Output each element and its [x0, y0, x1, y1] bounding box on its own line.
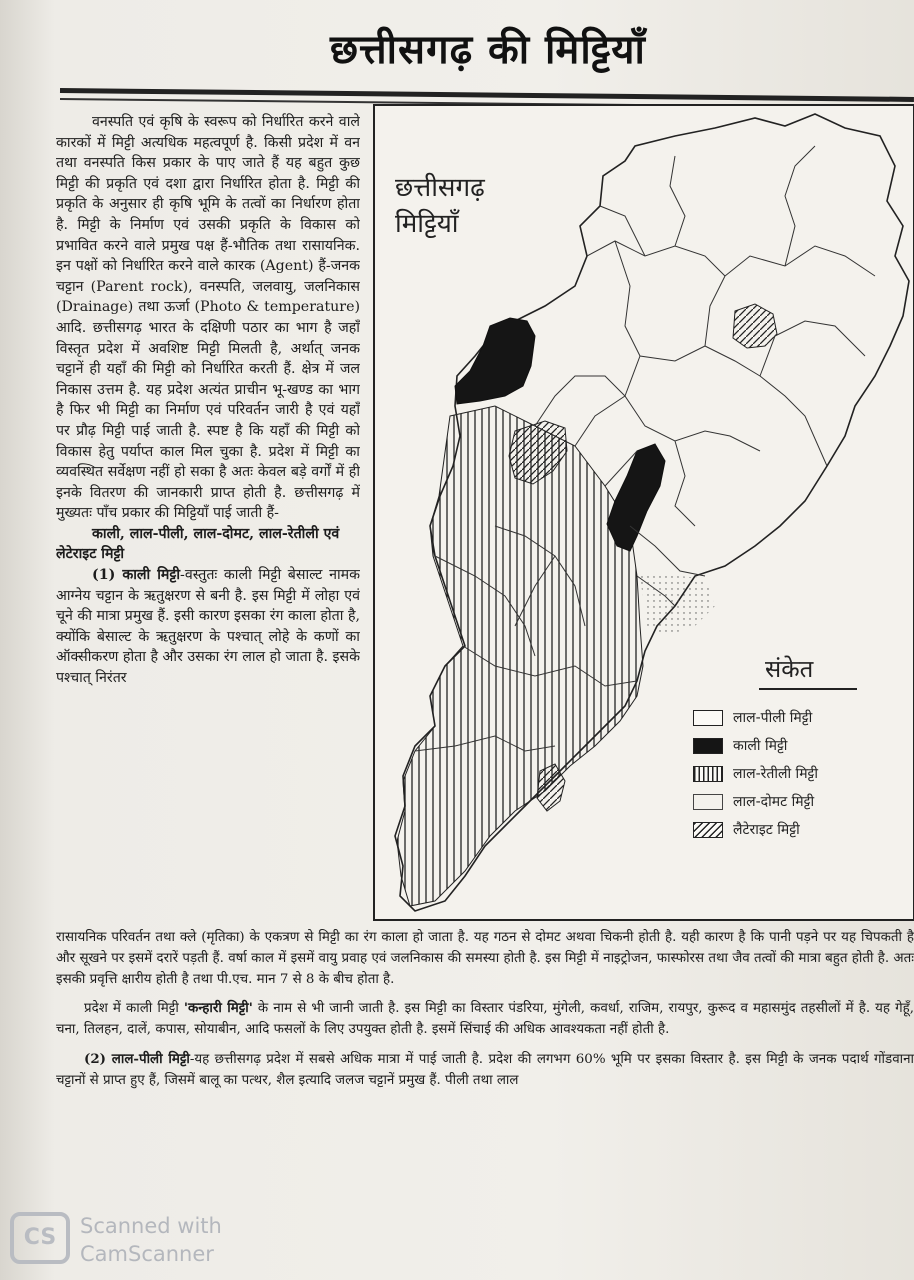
camscanner-line1: Scanned with — [80, 1214, 222, 1238]
black-soil-text: -वस्तुतः काली मिट्टी बेसाल्ट नामक आग्नेय चट्टान के ऋतुक्षरण से बनी है. इस मिट्टी में लोहा एवं चूने की मात्रा प्रमुख हैं. इसी कारण इसका रंग काला होता है, क्योंकि बेसाल्ट के ऋतुक्षरण के पश्चात् लोहे के कणों का ऑक्सीकरण होता है और उसका रंग लाल हो जाता है. इसके पश्चात् निरंतर — [56, 567, 360, 687]
legend-title: संकेत — [765, 655, 814, 683]
legend-swatch-vertical — [693, 766, 723, 782]
camscanner-line2: CamScanner — [80, 1242, 214, 1266]
legend-swatch-dotted — [693, 794, 723, 810]
legend-label-red-yellow: लाल-पीली मिट्टी — [733, 710, 813, 726]
map-legend — [693, 654, 909, 904]
legend-swatch-diagonal — [693, 822, 723, 838]
para2-start: प्रदेश में काली मिट्टी — [84, 1001, 184, 1017]
camscanner-text — [80, 1212, 222, 1268]
legend-label-laterite: लैटेराइट मिट्टी — [733, 822, 800, 838]
legend-title-underline — [759, 688, 857, 690]
body-paragraph-2 — [56, 998, 914, 1041]
map-title-line2: मिट्टियाँ — [395, 209, 459, 239]
black-soil-paragraph — [56, 565, 360, 689]
intro-paragraph: वनस्पति एवं कृषि के स्वरूप को निर्धारित करने वाले कारकों में मिट्टी अत्यधिक महत्वपूर्ण है. किसी प्रदेश में वन तथा वनस्पति किस प्रकार के पाए जाते हैं यह बहुत कुछ मिट्टी की प्रकृति एवं दशा द्वारा निर्धारित होता है. मिट्टी की प्रकृति के अनुसार ही कृषि भूमि के तत्वों का निर्धारण होता है. मिट्टी के निर्माण एवं उसकी प्रकृति के विकास को प्रभावित करने वाले प्रमुख पक्ष हैं-भौतिक तथा रासायनिक. इन पक्षों को निर्धारित करने वाले कारक (Agent) हैं-जनक चट्टान (Parent rock), वनस्पति, जलवायु, जलनिकास (Drainage) तथा ऊर्जा (Photo & temperature) आदि. छत्तीसगढ़ भारत के दक्षिणी पठार का भाग है जहाँ विस्तृत प्रदेश में अवशिष्ट मिट्टी मिलती है, अर्थात् जनक चट्टानें ही यहाँ की मिट्टी को निर्धारित करती हैं. क्षेत्र में जल निकास उत्तम है. यह प्रदेश अत्यंत प्राचीन भू-खण्ड का भाग है फिर भी मिट्टी का निर्माण एवं परिवर्तन जारी है एवं यहाँ पर प्रौढ़ मिट्टी पाई जाती है. स्पष्ट है कि यहाँ की मिट्टी को विकास हेतु पर्याप्त काल मिल चुका है. प्रदेश में मिट्टी का व्यवस्थित सर्वेक्षण नहीं हो सका है अतः केवल बड़े वर्गों में ही इनके वितरण की जानकारी प्राप्त होती है. छत्तीसगढ़ में मुख्यतः पाँच प्रकार की मिट्टियाँ पाई जाती हैं- — [56, 114, 360, 522]
soil-map — [373, 104, 914, 921]
map-title — [395, 170, 565, 242]
soil-list: काली, लाल-पीली, लाल-दोमट, लाल-रेतीली एवं लेटेराइट मिट्टी — [56, 525, 340, 563]
legend-item-black — [693, 736, 909, 758]
black-soil-heading: (1) काली मिट्टी — [92, 567, 181, 584]
legend-label-red-sandy: लाल-रेतीली मिट्टी — [733, 766, 819, 782]
red-yellow-text: -यह छत्तीसगढ़ प्रदेश में सबसे अधिक मात्रा में पाई जाती है. प्रदेश की लगभग 60% भूमि पर इसका विस्तार है. इस मिट्टी के जनक पदार्थ गोंडवाना चट्टानों से प्राप्त हुए हैं, जिसमें बालू का पत्थर, शैल इत्यादि जलज चट्टानें प्रमुख हैं. पीली तथा लाल — [56, 1051, 914, 1088]
full-width-text — [56, 928, 914, 1100]
legend-item-red-yellow — [693, 708, 909, 730]
red-loam-region — [640, 576, 715, 636]
legend-label-black: काली मिट्टी — [733, 738, 788, 754]
legend-item-red-loam — [693, 792, 909, 814]
page-title: छत्तीसगढ़ की मिट्टियाँ — [330, 27, 646, 73]
kanhari-term: 'कन्हारी मिट्टी' — [183, 1000, 253, 1017]
camscanner-watermark — [6, 1208, 246, 1274]
map-title-line1: छत्तीसगढ़ — [395, 173, 485, 203]
body-paragraph-3 — [56, 1049, 914, 1092]
para2-rest: के नाम से भी जानी जाती है. इस मिट्टी का विस्तार पंडरिया, मुंगेली, कवर्धा, राजिम, रायपुर, कुरूद व महासमुंद तहसीलों में है. यह गेहूँ, चना, तिलहन, दालें, कपास, सोयाबीन, आदि फसलों के लिए उपयुक्त होती है. इसमें सिंचाई की अधिक आवश्यकता नहीं होती है. — [56, 1001, 914, 1038]
legend-item-laterite — [693, 820, 909, 842]
left-column-text — [56, 112, 360, 764]
legend-swatch-blank — [693, 710, 723, 726]
camscanner-logo: CS — [10, 1212, 70, 1264]
legend-swatch-solid — [693, 738, 723, 754]
legend-label-red-loam: लाल-दोमट मिट्टी — [733, 794, 815, 810]
red-yellow-heading: (2) लाल-पीली मिट्टी — [84, 1050, 190, 1067]
body-paragraph-1: रासायनिक परिवर्तन तथा क्ले (मृतिका) के एकत्रण से मिट्टी का रंग काला हो जाता है. यह गठन से दोमट अथवा चिकनी होती है. यही कारण है कि पानी पड़ने पर यह चिपकती है और सूखने पर इसमें दरारें पड़ती हैं. वर्षा काल में इसमें वायु प्रवाह एवं जलनिकास की समस्या होती है. इस मिट्टी में नाइट्रोजन, फास्फोरस तथा जैव तत्वों की मात्रा बहुत होती है. अतः इसकी प्रवृत्ति क्षारीय होती है तथा पी.एच. मान 7 से 8 के बीच होता है. — [56, 930, 914, 987]
legend-item-red-sandy — [693, 764, 909, 786]
